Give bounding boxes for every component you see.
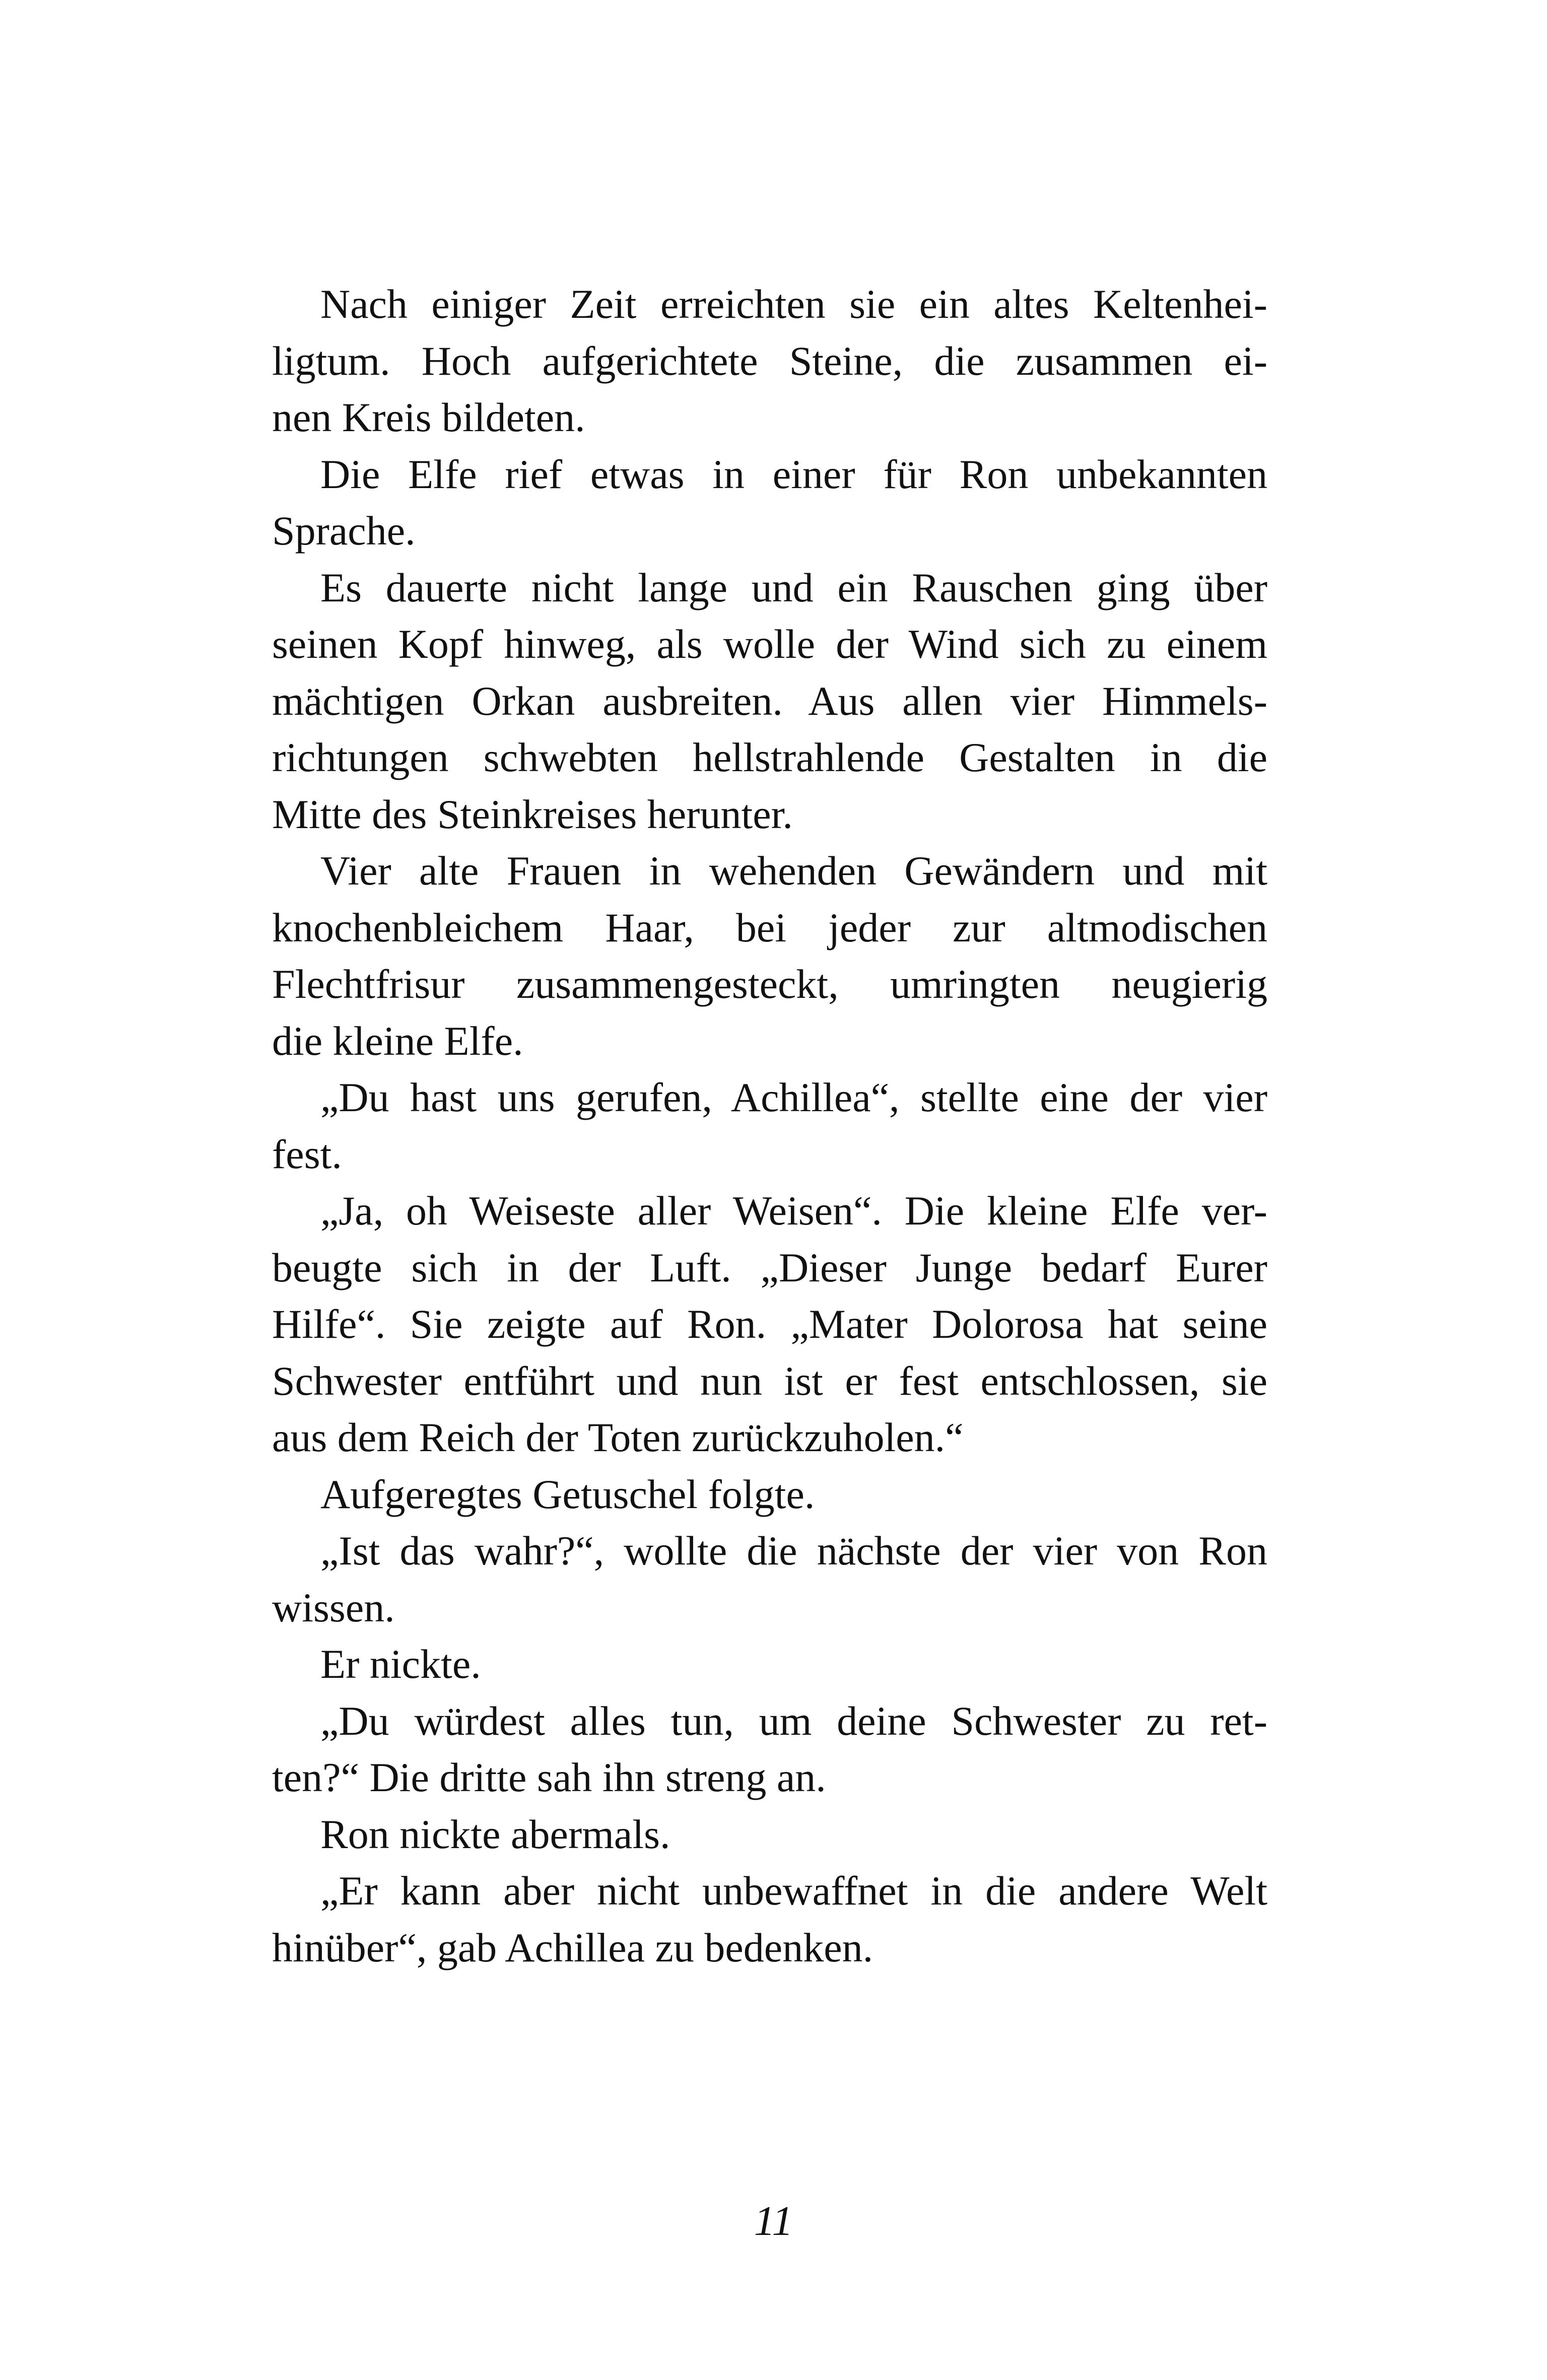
text-line: Flechtfrisur zusammengesteckt, umringten neugierig	[272, 961, 1267, 1007]
text-line: Aufgeregtes Getuschel folgte.	[320, 1471, 815, 1517]
text-line: hinüber“, gab Achillea zu bedenken.	[272, 1924, 873, 1970]
text-line: Sprache.	[272, 508, 416, 554]
text-line: „Er kann aber nicht unbewaffnet in die andere Welt	[320, 1868, 1267, 1914]
text-line: knochenbleichem Haar, bei jeder zur altmodischen	[272, 904, 1267, 950]
text-line: Nach einiger Zeit erreichten sie ein altes Keltenhei-	[320, 281, 1267, 327]
text-line: seinen Kopf hinweg, als wolle der Wind sich zu einem	[272, 621, 1267, 667]
text-line: Die Elfe rief etwas in einer für Ron unbekannten	[320, 451, 1267, 497]
text-line: „Ist das wahr?“, wollte die nächste der vier von Ron	[320, 1528, 1267, 1574]
text-line: nen Kreis bildeten.	[272, 394, 585, 440]
text-line: aus dem Reich der Toten zurückzuholen.“	[272, 1414, 964, 1460]
body-text	[272, 276, 1267, 1976]
text-line: Vier alte Frauen in wehenden Gewändern und mit	[320, 848, 1267, 894]
text-line: wissen.	[272, 1584, 395, 1630]
page-number: 11	[754, 2198, 793, 2245]
text-line: ten?“ Die dritte sah ihn streng an.	[272, 1754, 826, 1800]
text-line: Ron nickte abermals.	[320, 1811, 670, 1857]
text-line: fest.	[272, 1131, 342, 1177]
text-line: beugte sich in der Luft. „Dieser Junge bedarf Eurer	[272, 1244, 1267, 1290]
text-line: Es dauerte nicht lange und ein Rauschen ging über	[320, 564, 1267, 610]
text-line: „Du hast uns gerufen, Achillea“, stellte eine der vier	[320, 1074, 1267, 1120]
text-line: die kleine Elfe.	[272, 1017, 523, 1064]
text-line: Hilfe“. Sie zeigte auf Ron. „Mater Dolorosa hat seine	[272, 1301, 1267, 1347]
text-line: „Du würdest alles tun, um deine Schwester zu ret-	[320, 1697, 1267, 1744]
text-line: richtungen schwebten hellstrahlende Gestalten in die	[272, 734, 1267, 780]
text-line: „Ja, oh Weiseste aller Weisen“. Die kleine Elfe ver-	[320, 1188, 1267, 1234]
text-line: Schwester entführt und nun ist er fest entschlossen, sie	[272, 1357, 1267, 1404]
text-line: ligtum. Hoch aufgerichtete Steine, die zusammen ei-	[272, 337, 1267, 384]
text-line: mächtigen Orkan ausbreiten. Aus allen vier Himmels-	[272, 677, 1267, 724]
text-line: Mitte des Steinkreises herunter.	[272, 791, 793, 837]
text-line: Er nickte.	[320, 1641, 481, 1687]
